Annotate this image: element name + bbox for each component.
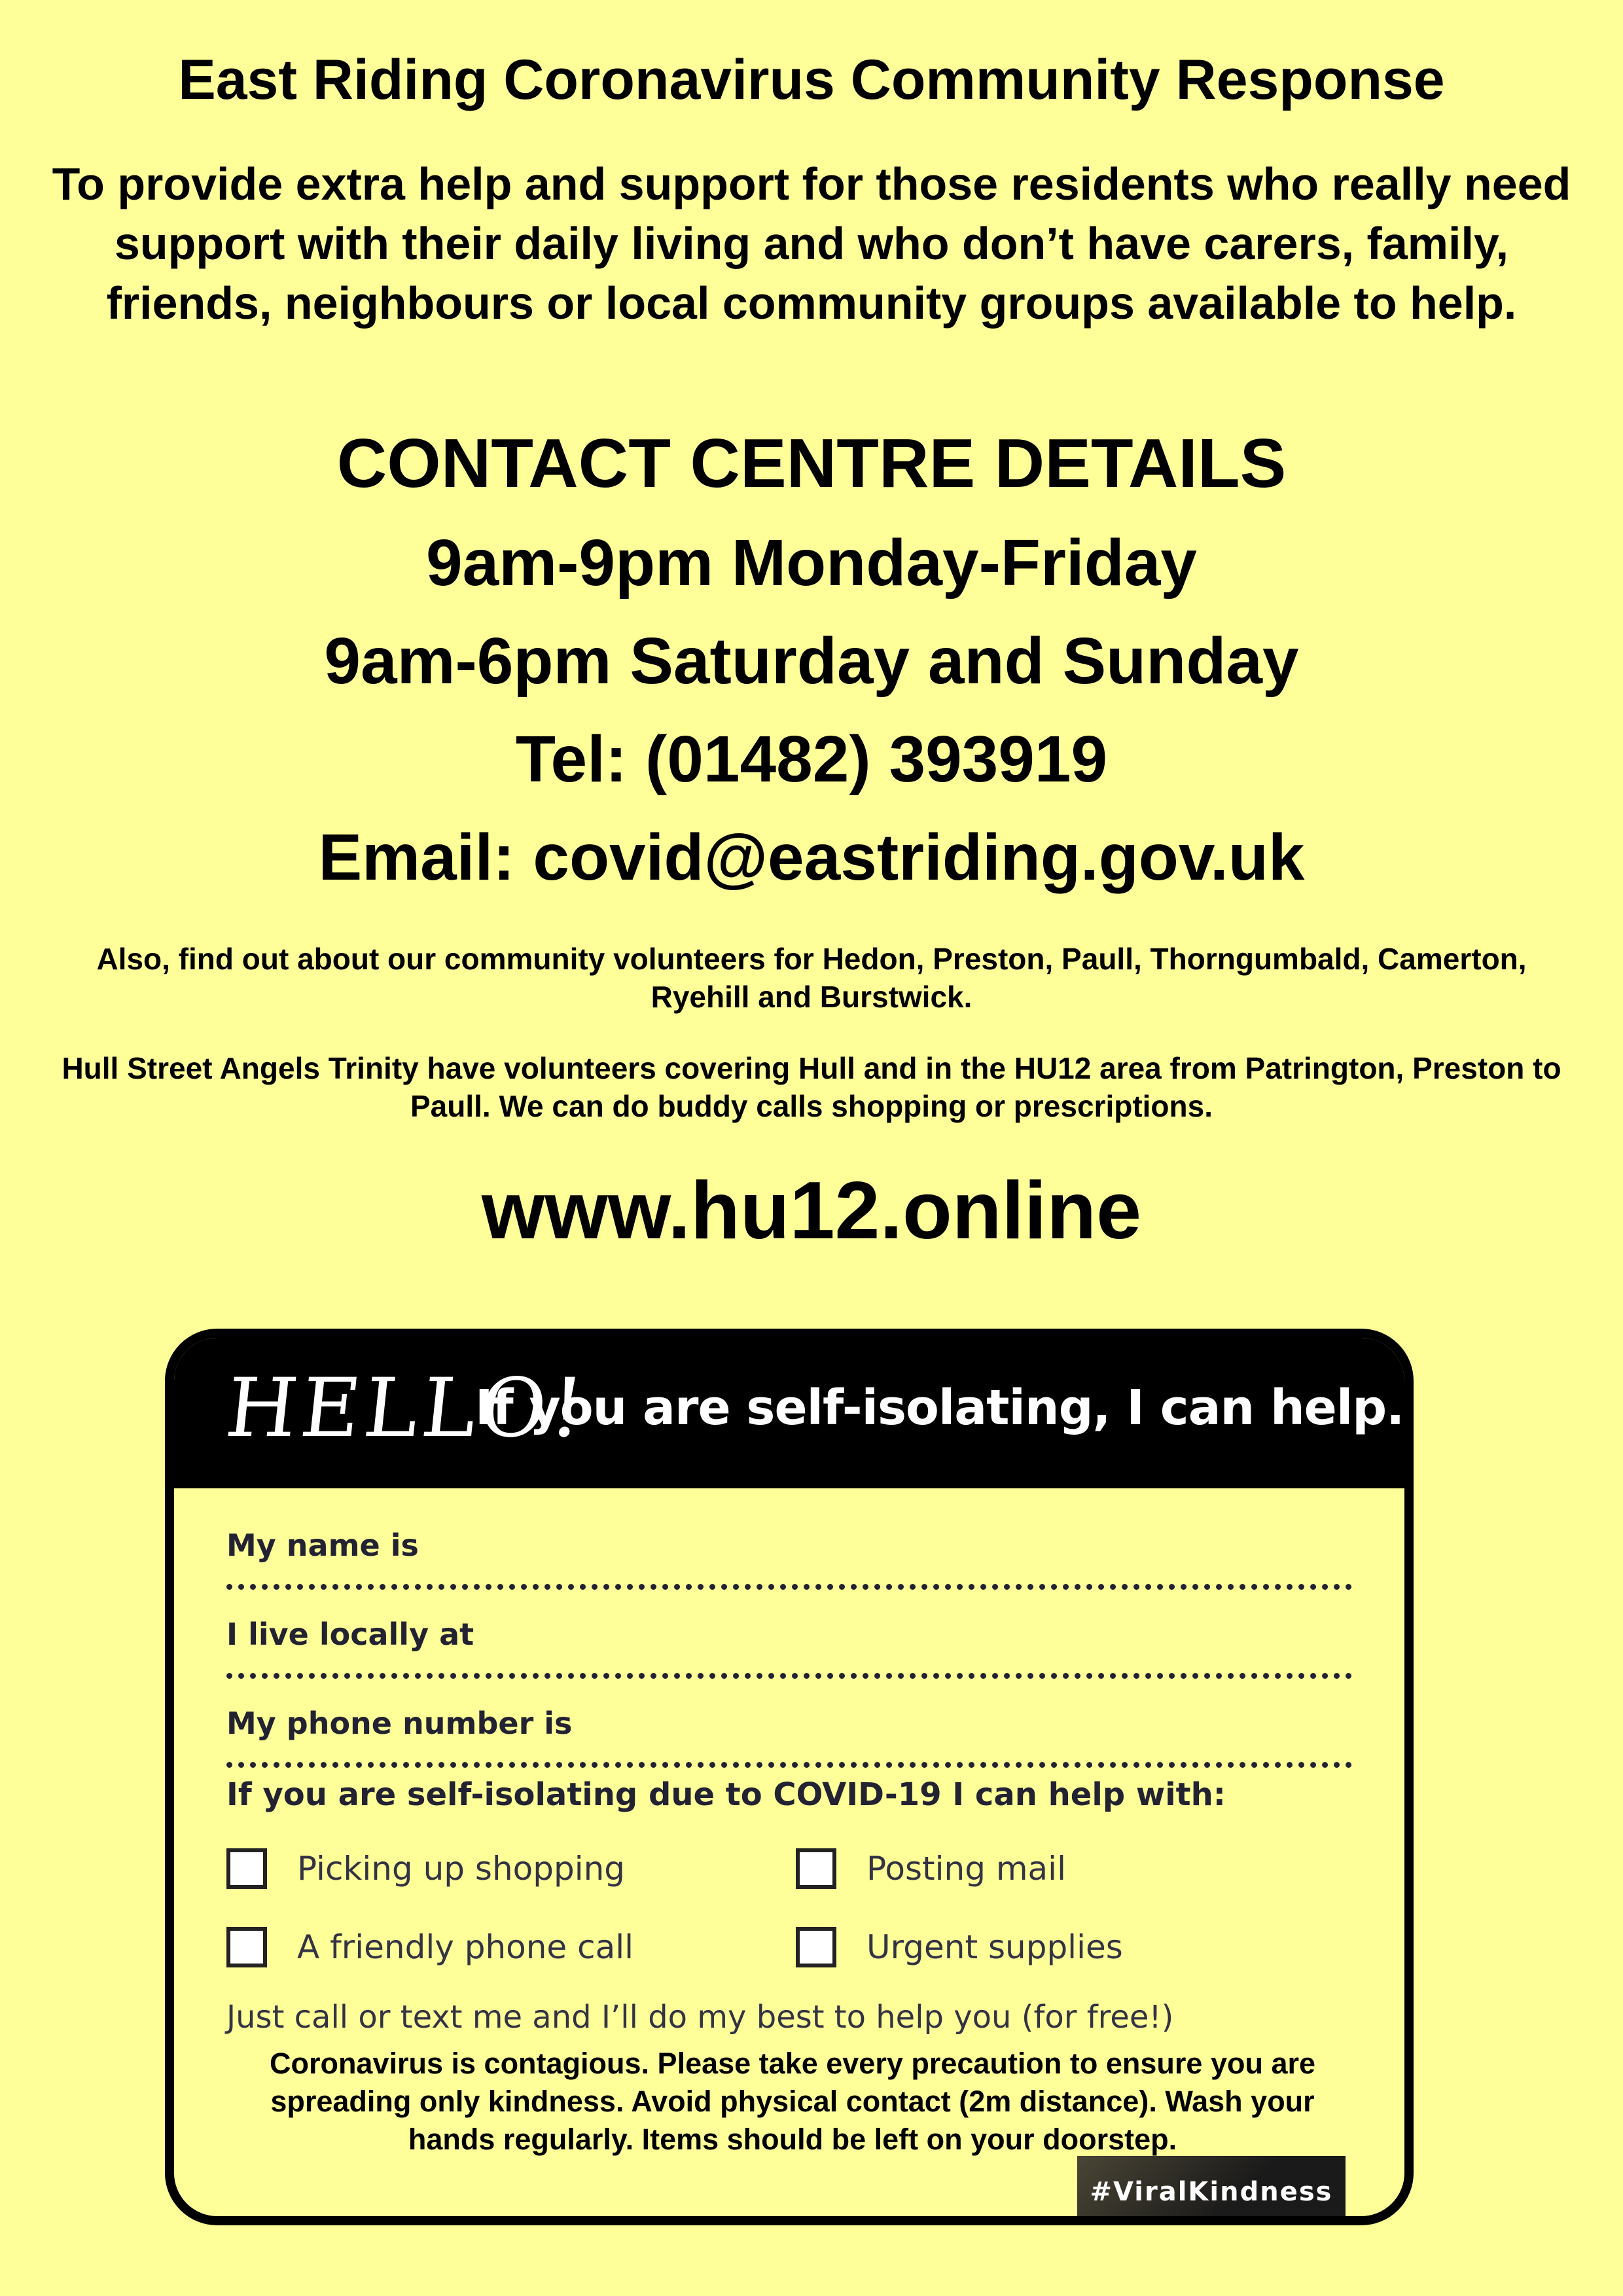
option-mail[interactable] bbox=[796, 1848, 1066, 1889]
weekend-hours: 9am-6pm Saturday and Sunday bbox=[324, 624, 1299, 698]
help-card bbox=[165, 1329, 1414, 2225]
checkbox[interactable] bbox=[796, 1848, 836, 1889]
card-header bbox=[174, 1338, 1404, 1488]
checkbox[interactable] bbox=[226, 1848, 267, 1889]
precaution-text: Coronavirus is contagious. Please take every precaution to ensure you are spreading only kindness. Avoid physical contact (2m distance). Wash your hands regularly. Items should be left on your doorstep. bbox=[269, 2047, 1316, 2156]
card-headline: If you are self-isolating, I can help. bbox=[475, 1380, 1404, 1436]
dotted-line bbox=[226, 1755, 1352, 1768]
weekday-hours: 9am-9pm Monday-Friday bbox=[425, 526, 1198, 600]
checkbox[interactable] bbox=[796, 1927, 836, 1967]
phone-field[interactable] bbox=[226, 1706, 1352, 1768]
street-angels-text: Hull Street Angels Trinity have volunteers covering Hull and in the HU12 area from Patrington, Preston to Paull. We can do buddy calls shopping or prescriptions. bbox=[62, 1051, 1561, 1123]
option-label: Urgent supplies bbox=[866, 1928, 1123, 1966]
telephone: Tel: (01482) 393919 bbox=[515, 723, 1108, 796]
page-title: East Riding Coronavirus Community Response bbox=[178, 48, 1445, 111]
option-label: Posting mail bbox=[866, 1850, 1066, 1888]
contact-heading: CONTACT CENTRE DETAILS bbox=[336, 425, 1287, 502]
community-volunteers-text: Also, find out about our community volunteers for Hedon, Preston, Paull, Thorngumbald, Camerton, Ryehill and Burstwick. bbox=[96, 942, 1527, 1014]
dotted-line bbox=[226, 1666, 1352, 1679]
option-label: A friendly phone call bbox=[297, 1928, 633, 1966]
call-note: Just call or text me and I’ll do my best to help you (for free!) bbox=[226, 1999, 1174, 2036]
intro-text: To provide extra help and support for those residents who really need support with their daily living and who don’t have carers, family, friends, neighbours or local community groups available to help. bbox=[52, 158, 1571, 329]
checkbox[interactable] bbox=[226, 1927, 267, 1967]
option-phone-call[interactable] bbox=[226, 1927, 633, 1967]
website-link[interactable]: www.hu12.online bbox=[481, 1166, 1142, 1256]
field-label: I live locally at bbox=[226, 1617, 474, 1652]
dotted-line bbox=[226, 1577, 1352, 1590]
option-supplies[interactable] bbox=[796, 1927, 1123, 1967]
option-shopping[interactable] bbox=[226, 1848, 625, 1889]
field-label: My name is bbox=[226, 1528, 419, 1563]
address-field[interactable] bbox=[226, 1617, 1352, 1679]
help-heading: If you are self-isolating due to COVID-19 I can help with: bbox=[226, 1776, 1226, 1813]
field-label: My phone number is bbox=[226, 1706, 573, 1741]
hashtag-badge: #ViralKindness bbox=[1077, 2156, 1346, 2225]
name-field[interactable] bbox=[226, 1528, 1352, 1590]
option-label: Picking up shopping bbox=[297, 1850, 626, 1888]
email: Email: covid@eastriding.gov.uk bbox=[318, 821, 1305, 894]
hello-logo: HELLO! bbox=[221, 1361, 592, 1456]
